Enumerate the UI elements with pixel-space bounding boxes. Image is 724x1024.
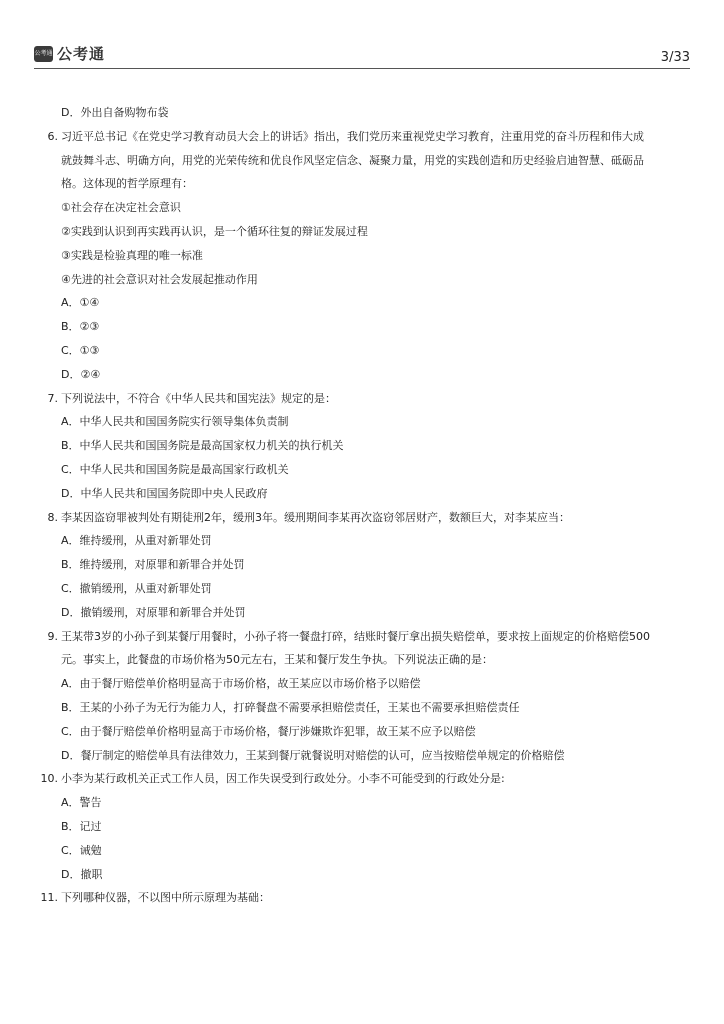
option-line <box>0 744 724 768</box>
question-text: 就鼓舞斗志、明确方向，用党的光荣传统和优良作风坚定信念、凝聚力量，用党的实践创造和历史经验启迪智慧、砥砺品 <box>61 153 644 167</box>
option-line <box>0 196 724 220</box>
question-content <box>0 101 724 910</box>
option-text: A．维持缓刑，从重对新罪处罚 <box>61 534 212 548</box>
question-stem <box>0 886 724 910</box>
question-stem <box>0 506 724 530</box>
option-line <box>0 839 724 863</box>
option-line <box>0 315 724 339</box>
logo <box>34 43 105 64</box>
option-line <box>0 339 724 363</box>
option-text: B．中华人民共和国国务院是最高国家权力机关的执行机关 <box>61 439 344 453</box>
question-text-continued <box>0 648 724 672</box>
question-number: 11. <box>40 891 58 905</box>
option-text: C．由于餐厅赔偿单价格明显高于市场价格，餐厅涉嫌欺诈犯罪，故王某不应予以赔偿 <box>61 724 476 738</box>
question-text: 下列哪种仪器，不以图中所示原理为基础： <box>61 891 270 905</box>
option-text: D．外出自备购物布袋 <box>61 106 169 119</box>
option-text: A．警告 <box>61 796 102 810</box>
option-line <box>0 696 724 720</box>
question-text-continued <box>0 172 724 196</box>
question-text: 李某因盗窃罪被判处有期徒刑2年，缓刑3年。缓刑期间李某再次盗窃邻居财产，数额巨大，对李某应当： <box>61 510 570 524</box>
option-text: D．②④ <box>61 367 101 381</box>
option-line <box>0 101 724 125</box>
option-line <box>0 601 724 625</box>
option-text: D．中华人民共和国国务院即中央人民政府 <box>61 486 268 500</box>
logo-badge: 公考通 <box>34 46 53 62</box>
question-stem <box>0 625 724 649</box>
option-line <box>0 434 724 458</box>
option-line <box>0 268 724 292</box>
option-text: D．撤职 <box>61 867 103 881</box>
option-text: A．①④ <box>61 296 100 310</box>
question-stem <box>0 387 724 411</box>
option-line <box>0 363 724 387</box>
option-text: B．维持缓刑，对原罪和新罪合并处罚 <box>61 558 245 572</box>
question-number: 7. <box>47 391 58 405</box>
page-number: 3/33 <box>660 50 690 65</box>
option-text: ④先进的社会意识对社会发展起推动作用 <box>61 272 258 286</box>
option-text: B．记过 <box>61 819 102 833</box>
option-text: D．撤销缓刑，对原罪和新罪合并处罚 <box>61 605 246 619</box>
logo-text: 公考通 <box>57 45 106 63</box>
question-number: 8. <box>47 510 58 524</box>
option-line <box>0 529 724 553</box>
question-text: 格。这体现的哲学原理有： <box>61 177 193 191</box>
option-line <box>0 815 724 839</box>
option-line <box>0 791 724 815</box>
option-line <box>0 553 724 577</box>
option-line <box>0 458 724 482</box>
option-text: D．餐厅制定的赔偿单具有法律效力，王某到餐厅就餐说明对赔偿的认可，应当按赔偿单规定的价格赔偿 <box>61 748 565 762</box>
question-number: 10. <box>40 772 58 786</box>
option-text: C．中华人民共和国国务院是最高国家行政机关 <box>61 462 289 476</box>
question-stem <box>0 125 724 149</box>
question-stem <box>0 767 724 791</box>
option-text: B．王某的小孙子为无行为能力人，打碎餐盘不需要承担赔偿责任，王某也不需要承担赔偿责任 <box>61 700 520 714</box>
option-line <box>0 244 724 268</box>
option-text: C．①③ <box>61 343 100 357</box>
option-line <box>0 720 724 744</box>
option-line <box>0 577 724 601</box>
question-text: 小李为某行政机关正式工作人员，因工作失误受到行政处分。小李不可能受到的行政处分是: <box>61 772 505 786</box>
question-number: 6. <box>47 129 58 143</box>
question-text-continued <box>0 149 724 173</box>
option-text: C．诫勉 <box>61 843 102 857</box>
option-line <box>0 482 724 506</box>
option-text: ①社会存在决定社会意识 <box>61 201 181 215</box>
page-header <box>34 40 690 69</box>
question-number: 9. <box>47 629 58 643</box>
option-text: C．撤销缓刑，从重对新罪处罚 <box>61 581 212 595</box>
question-text: 王某带3岁的小孙子到某餐厅用餐时，小孙子将一餐盘打碎，结账时餐厅拿出损失赔偿单，要求按上面规定的价格赔偿500 <box>61 629 650 643</box>
option-text: ③实践是检验真理的唯一标准 <box>61 248 203 262</box>
option-line <box>0 672 724 696</box>
option-text: B．②③ <box>61 320 100 334</box>
option-line <box>0 863 724 887</box>
option-text: ②实践到认识到再实践再认识，是一个循环往复的辩证发展过程 <box>61 224 368 238</box>
option-line <box>0 291 724 315</box>
question-text: 元。事实上，此餐盘的市场价格为50元左右，王某和餐厅发生争执。下列说法正确的是： <box>61 653 493 667</box>
option-line <box>0 410 724 434</box>
option-text: A．中华人民共和国国务院实行领导集体负责制 <box>61 415 289 429</box>
option-line <box>0 220 724 244</box>
option-text: A．由于餐厅赔偿单价格明显高于市场价格，故王某应以市场价格予以赔偿 <box>61 677 421 691</box>
question-text: 习近平总书记《在党史学习教育动员大会上的讲话》指出，我们党历来重视党史学习教育，注重用党的奋斗历程和伟大成 <box>61 129 644 143</box>
question-text: 下列说法中，不符合《中华人民共和国宪法》规定的是： <box>61 391 336 405</box>
